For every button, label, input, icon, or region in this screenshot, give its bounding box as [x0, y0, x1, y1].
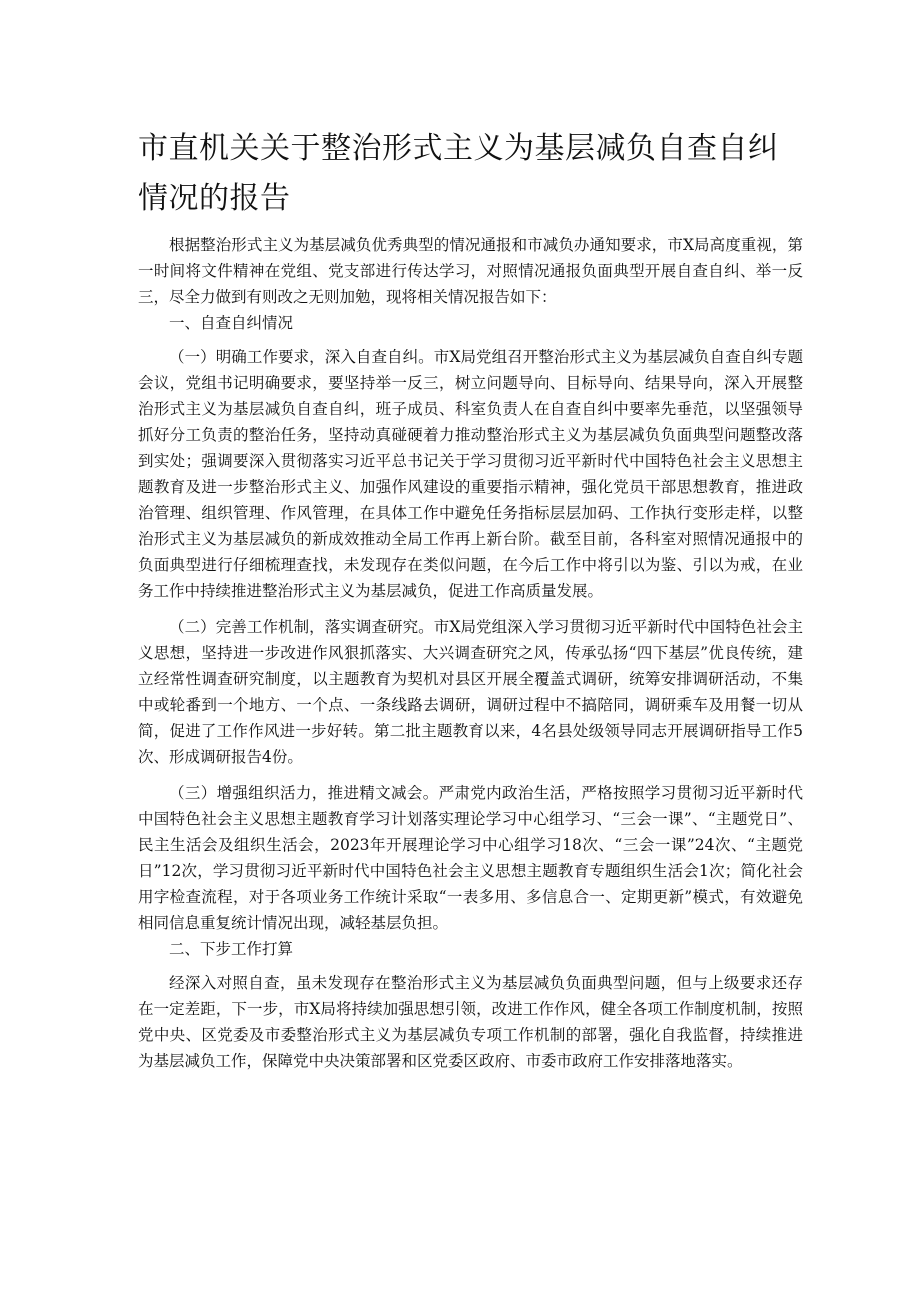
- section-heading-self-inspection: 一、自查自纠情况: [169, 314, 294, 332]
- document-body: [138, 232, 803, 1074]
- section-heading-next-steps: 二、下步工作打算: [169, 940, 294, 958]
- item-paragraph-3: （三）增强组织活力，推进精文减会。严肃党内政治生活，严格按照学习贯彻习近平新时代中国特色社会主义思想主题教育学习计划落实理论学习中心组学习、“三会一课”、“主题党日”、民主生活会及组织生活会，2023年开展理论学习中心组学习18次、“三会一课”24次、“主题党日”12次，学习贯彻习近平新时代中国特色社会主义思想主题教育专题组织生活会1次；简化社会用字检查流程，对于各项业务工作统计采取“一表多用、多信息合一、定期更新”模式，有效避免相同信息重复统计情况出现，减轻基层负担。: [138, 784, 803, 932]
- item-paragraph-2: （二）完善工作机制，落实调查研究。市X局党组深入学习贯彻习近平新时代中国特色社会主义思想，坚持进一步改进作风狠抓落实、大兴调查研究之风，传承弘扬“四下基层”优良传统，建立经常性调查研究制度，以主题教育为契机对县区开展全覆盖式调研，统筹安排调研活动，不集中或轮番到一个地方、一个点、一条线路去调研，调研过程中不搞陪同，调研乘车及用餐一切从简，促进了工作作风进一步好转。第二批主题教育以来，4名县处级领导同志开展调研指导工作5次、形成调研报告4份。: [138, 618, 803, 766]
- document-title: 市直机关关于整治形式主义为基层减负自查自纠情况的报告: [138, 131, 779, 216]
- closing-paragraph: 经深入对照自查，虽未发现存在整治形式主义为基层减负负面典型问题，但与上级要求还存在一定差距，下一步，市X局将持续加强思想引领，改进工作作风，健全各项工作制度机制，按照党中央、区党委及市委整治形式主义为基层减负专项工作机制的部署，强化自我监督，持续推进为基层减负工作，保障党中央决策部署和区党委区政府、市委市政府工作安排落地落实。: [138, 974, 803, 1070]
- intro-paragraph: 根据整治形式主义为基层减负优秀典型的情况通报和市减负办通知要求，市X局高度重视，第一时间将文件精神在党组、党支部进行传达学习，对照情况通报负面典型开展自查自纠、举一反三，尽全力做到有则改之无则加勉，现将相关情况报告如下：: [138, 236, 803, 306]
- item-paragraph-1: （一）明确工作要求，深入自查自纠。市X局党组召开整治形式主义为基层减负自查自纠专题会议，党组书记明确要求，要坚持举一反三，树立问题导向、目标导向、结果导向，深入开展整治形式主义为基层减负自查自纠，班子成员、科室负责人在自查自纠中要率先垂范，以坚强领导抓好分工负责的整治任务，坚持动真碰硬着力推动整治形式主义为基层减负负面典型问题整改落到实处；强调要深入贯彻落实习近平总书记关于学习贯彻习近平新时代中国特色社会主义思想主题教育及进一步整治形式主义、加强作风建设的重要指示精神，强化党员干部思想教育，推进政治管理、组织管理、作风管理，在具体工作中避免任务指标层层加码、工作执行变形走样，以整治形式主义为基层减负的新成效推动全局工作再上新台阶。截至目前，各科室对照情况通报中的负面典型进行仔细梳理查找，未发现存在类似问题，在今后工作中将引以为鉴、引以为戒，在业务工作中持续推进整治形式主义为基层减负，促进工作高质量发展。: [138, 348, 803, 600]
